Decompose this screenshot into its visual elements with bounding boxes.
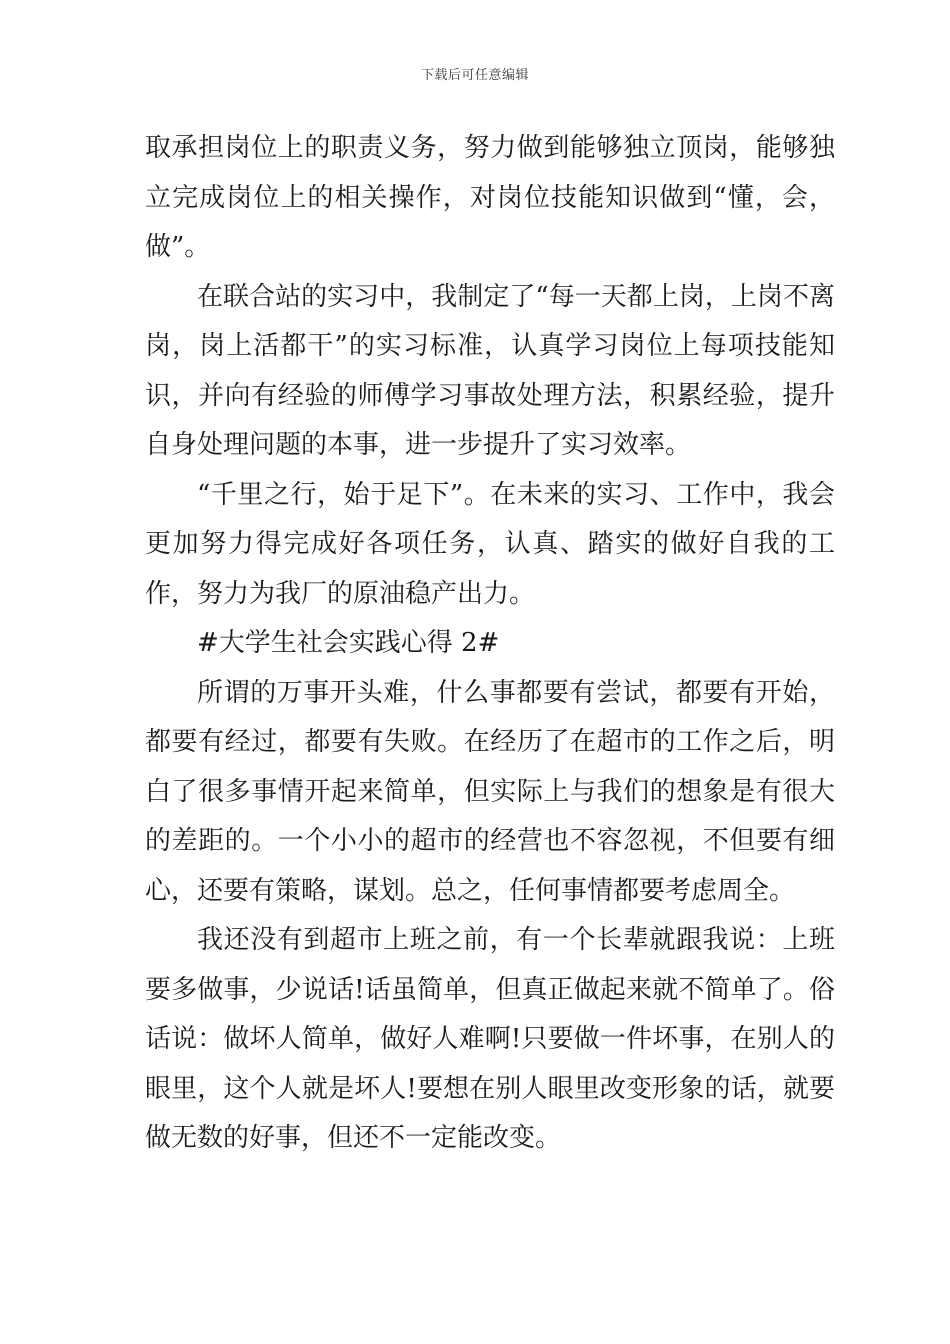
document-body xyxy=(145,124,835,1164)
paragraph-4: 所谓的万事开头难，什么事都要有尝试，都要有开始，都要有经过，都要有失败。在经历了在超市的工作之后，明白了很多事情开起来简单，但实际上与我们的想象是有很大的差距的。一个小小的超市的经营也不容忽视，不但要有细心，还要有策略，谋划。总之，任何事情都要考虑周全。 xyxy=(145,677,835,906)
paragraph-1: 取承担岗位上的职责义务，努力做到能够独立顶岗，能够独立完成岗位上的相关操作，对岗位技能知识做到“懂，会，做”。 xyxy=(145,133,835,262)
page-header-note: 下载后可任意编辑 xyxy=(420,68,529,83)
paragraph-3: “千里之行，始于足下”。在未来的实习、工作中，我会更加努力得完成好各项任务，认真、踏实的做好自我的工作，努力为我厂的原油稳产出力。 xyxy=(145,479,835,609)
section-heading: #大学生社会实践心得 2# xyxy=(197,628,500,658)
paragraph-5: 我还没有到超市上班之前，有一个长辈就跟我说：上班要多做事，少说话!话虽简单，但真正做起来就不简单了。俗话说：做坏人简单，做好人难啊!只要做一件坏事，在别人的眼里，这个人就是坏人!要想在别人眼里改变形象的话，就要做无数的好事，但还不一定能改变。 xyxy=(145,925,835,1153)
paragraph-2: 在联合站的实习中，我制定了“每一天都上岗，上岗不离岗，岗上活都干”的实习标准，认真学习岗位上每项技能知识，并向有经验的师傅学习事故处理方法，积累经验，提升自身处理问题的本事，进一步提升了实习效率。 xyxy=(145,281,835,460)
